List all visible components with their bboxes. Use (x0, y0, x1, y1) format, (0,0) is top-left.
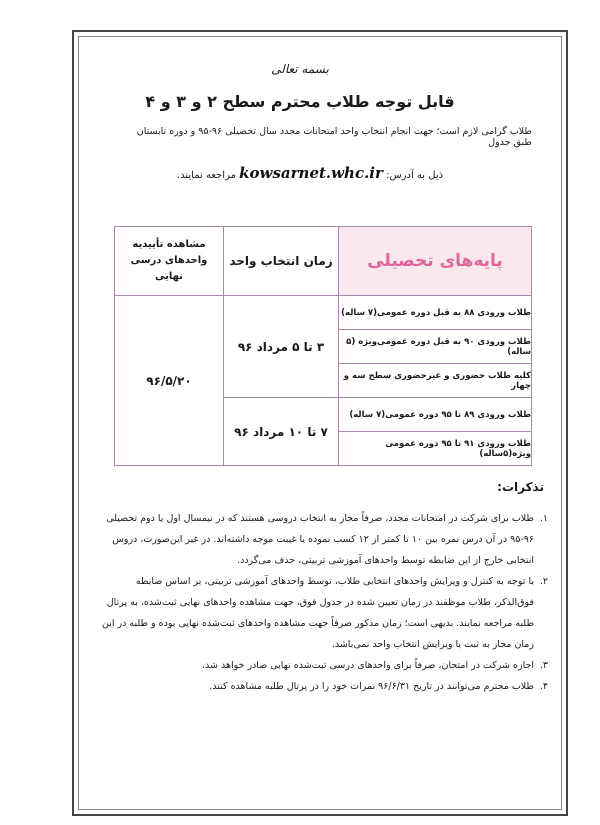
list-item (96, 571, 548, 655)
schedule-table (114, 226, 532, 466)
grade-cell: کلیه طلاب حضوری و غیرحضوری سطح سه و چهار (339, 364, 532, 398)
grade-cell: طلاب ورودی ۹۱ تا ۹۵ دوره عمومی ویژه(۵ساله) (339, 432, 532, 466)
table-row (115, 296, 532, 330)
site-url-link[interactable]: kowsarnet.whc.ir (239, 164, 383, 182)
header-time: زمان انتخاب واحد (224, 227, 339, 296)
site-after: مراجعه نمایند. (176, 170, 236, 181)
basmala: بسمه تعالی (271, 62, 329, 76)
grade-cell: طلاب ورودی ۸۸ به قبل دوره عمومی(۷ ساله) (339, 296, 532, 330)
note-text: طلاب محترم می‌توانند در تاریخ ۹۶/۶/۳۱ نمرات خود را در پرتال طلبه مشاهده کنند. (209, 681, 534, 692)
note-number: ۴. (539, 681, 548, 692)
site-line (160, 164, 460, 182)
note-text: اجازه شرکت در امتحان، صرفاً برای واحدهای درسی ثبت‌شده نهایی صادر خواهد شد. (202, 660, 534, 671)
grade-cell: طلاب ورودی ۹۰ به قبل دوره عمومی‌ویژه (۵ ساله) (339, 330, 532, 364)
site-prefix: ذیل به آدرس: (386, 170, 444, 181)
table-header-row (115, 227, 532, 296)
time-group-1-cell: ۳ تا ۵ مرداد ۹۶ (224, 296, 339, 398)
list-item (96, 655, 548, 676)
note-text: طلاب برای شرکت در امتحانات مجدد، صرفاً مجاز به انتخاب دروسی هستند که در نیمسال اول یا دوم تحصیلی ۹۶-۹۵ در آن درس نمره بین ۱۰ تا کمتر از ۱۲ کسب نموده یا غیبت موجه داشته‌اند. در غیر این‌صورت، دروس انتخابی خارج از این ضابطه توسط واحدهای آموزشی تربیتی، حذف می‌گردد. (106, 513, 534, 566)
view-date-cell: ۹۶/۵/۲۰ (115, 296, 224, 466)
intro-text: طلاب گرامی لازم است؛ جهت انجام انتخاب واحد امتحانات مجدد سال تحصیلی ۹۶-۹۵ و دوره تابستان طبق جدول (136, 126, 532, 148)
header-grade: پایه‌های تحصیلی (339, 227, 532, 296)
note-number: ۲. (539, 576, 548, 587)
notes-list (96, 508, 548, 697)
note-number: ۱. (539, 513, 548, 524)
list-item (96, 676, 548, 697)
grade-cell: طلاب ورودی ۸۹ تا ۹۵ دوره عمومی(۷ ساله) (339, 398, 532, 432)
page-title: قابل توجه طلاب محترم سطح ۲ و ۳ و ۴ (145, 92, 455, 111)
notes-title: تذکرات: (497, 480, 544, 494)
list-item (96, 508, 548, 571)
note-text: با توجه به کنترل و ویرایش واحدهای انتخابی طلاب، توسط واحدهای آموزشی تربیتی، بر اساس ضابطه فوق‌الذکر، طلاب موظفند در زمان تعیین شده در جدول فوق، جهت مشاهده واحدهای نهایی ثبت‌شده، به پرتال طلبه مراجعه نمایند. بدیهی است؛ زمان مذکور صرفاً جهت مشاهده واحدهای ثبت‌شده نهایی بوده و طلبه در این زمان مجاز به ثبت یا ویرایش انتخاب واحد نمی‌باشد. (102, 576, 534, 650)
header-view: مشاهده تأییدیه واحدهای درسی نهایی (115, 227, 224, 296)
time-group-2-cell: ۷ تا ۱۰ مرداد ۹۶ (224, 398, 339, 466)
note-number: ۳. (539, 660, 548, 671)
